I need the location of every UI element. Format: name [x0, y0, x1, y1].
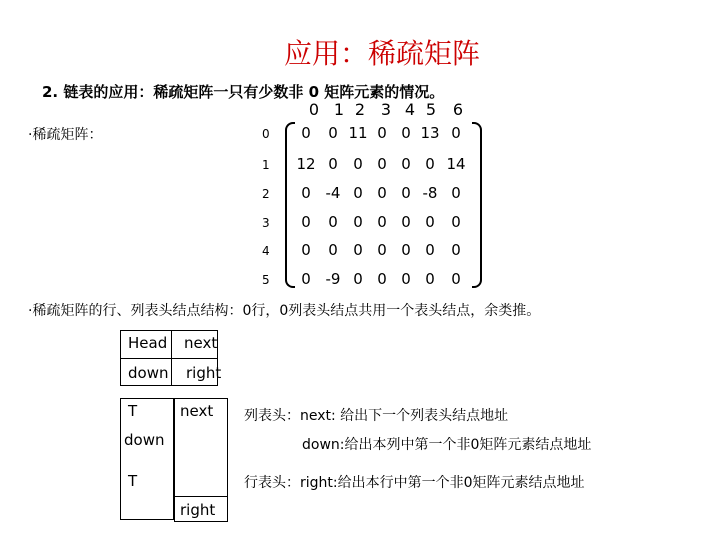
- matrix-cell: 0: [377, 155, 387, 173]
- matrix-cell: 0: [425, 241, 435, 259]
- bullet-mark: ·: [28, 127, 33, 143]
- matrix-cell: 0: [451, 124, 461, 142]
- matrix-row-header: 1: [262, 158, 270, 172]
- header-node-right-divider: [174, 496, 228, 497]
- structure-note-text: 稀疏矩阵的行、列表头结点结构：0行，0列表头结点共用一个表头结点，余类推。: [32, 303, 541, 319]
- col-header-down-desc: down:给出本列中第一个非0矩阵元素结点地址: [302, 437, 592, 453]
- matrix-cell: 12: [296, 155, 316, 173]
- matrix-cell: 0: [353, 241, 363, 259]
- matrix-col-header: 4: [404, 100, 416, 119]
- matrix-cell: 0: [401, 213, 411, 231]
- matrix-cell: 0: [328, 241, 338, 259]
- structure-note: [28, 300, 540, 320]
- matrix-cell: 0: [451, 213, 461, 231]
- matrix-cell: -4: [325, 184, 341, 202]
- matrix-cell: 0: [401, 270, 411, 288]
- matrix-cell: 0: [425, 213, 435, 231]
- matrix-cell: 0: [328, 124, 338, 142]
- matrix-row-header: 4: [262, 244, 270, 258]
- header-right-field: right: [180, 501, 216, 519]
- matrix-cell: 0: [301, 184, 311, 202]
- head-right-field: right: [186, 364, 222, 382]
- head-next-field: next: [184, 334, 218, 352]
- matrix-cell: 0: [301, 213, 311, 231]
- matrix-cell: 0: [377, 184, 387, 202]
- row-header-right-desc: 行表头：right:给出本行中第一个非0矩阵元素结点地址: [244, 475, 585, 491]
- col-header-next-desc: 列表头：next: 给出下一个列表头结点地址: [244, 408, 509, 424]
- matrix-row-header: 5: [262, 273, 270, 287]
- matrix-cell: 0: [425, 155, 435, 173]
- matrix-col-header: 3: [380, 100, 392, 119]
- matrix-cell: 0: [328, 155, 338, 173]
- matrix-cell: 13: [420, 124, 440, 142]
- matrix-cell: 0: [401, 155, 411, 173]
- matrix-col-header: 1: [333, 100, 345, 119]
- matrix-cell: 0: [377, 270, 387, 288]
- matrix-cell: -8: [422, 184, 438, 202]
- matrix-cell: 0: [301, 241, 311, 259]
- matrix-cell: 0: [401, 184, 411, 202]
- matrix-cell: 11: [348, 124, 368, 142]
- matrix-cell: 0: [377, 213, 387, 231]
- head-down-field: down: [128, 364, 169, 382]
- matrix-cell: 0: [377, 124, 387, 142]
- matrix-cell: 0: [353, 270, 363, 288]
- matrix-col-header: 6: [452, 100, 464, 119]
- matrix-cell: 0: [301, 124, 311, 142]
- header-next-field: next: [180, 402, 214, 420]
- matrix-cell: 0: [425, 270, 435, 288]
- matrix-col-header: 0: [308, 100, 320, 119]
- page-title: 应用：稀疏矩阵: [283, 37, 480, 70]
- matrix-cell: 0: [377, 241, 387, 259]
- matrix-cell: 0: [353, 184, 363, 202]
- matrix-cell: 14: [446, 155, 466, 173]
- matrix-row-header: 3: [262, 216, 270, 230]
- matrix-cell: 0: [451, 270, 461, 288]
- matrix-cell: 0: [401, 124, 411, 142]
- matrix-left-bracket: [285, 122, 295, 288]
- head-field: Head: [128, 334, 168, 352]
- header-t2-field: T: [128, 472, 138, 490]
- matrix-col-header: 5: [425, 100, 437, 119]
- matrix-cell: 0: [451, 241, 461, 259]
- matrix-cell: 0: [451, 184, 461, 202]
- matrix-col-header: 2: [354, 100, 366, 119]
- bullet-mark: ·: [28, 303, 33, 319]
- header-t-field: T: [128, 402, 138, 420]
- subtitle: 2. 链表的应用：稀疏矩阵一只有少数非 0 矩阵元素的情况。: [42, 83, 445, 101]
- matrix-cell: 0: [353, 213, 363, 231]
- matrix-cell: 0: [401, 241, 411, 259]
- matrix-cell: 0: [353, 155, 363, 173]
- matrix-label: [28, 124, 102, 144]
- matrix-cell: 0: [301, 270, 311, 288]
- matrix-cell: -9: [325, 270, 341, 288]
- matrix-right-bracket: [472, 122, 482, 288]
- matrix-row-header: 0: [262, 127, 270, 141]
- matrix-label-text: 稀疏矩阵：: [32, 127, 103, 143]
- header-down-field: down: [124, 431, 165, 449]
- matrix-cell: 0: [328, 213, 338, 231]
- matrix-row-header: 2: [262, 187, 270, 201]
- head-node-row-divider: [120, 358, 218, 359]
